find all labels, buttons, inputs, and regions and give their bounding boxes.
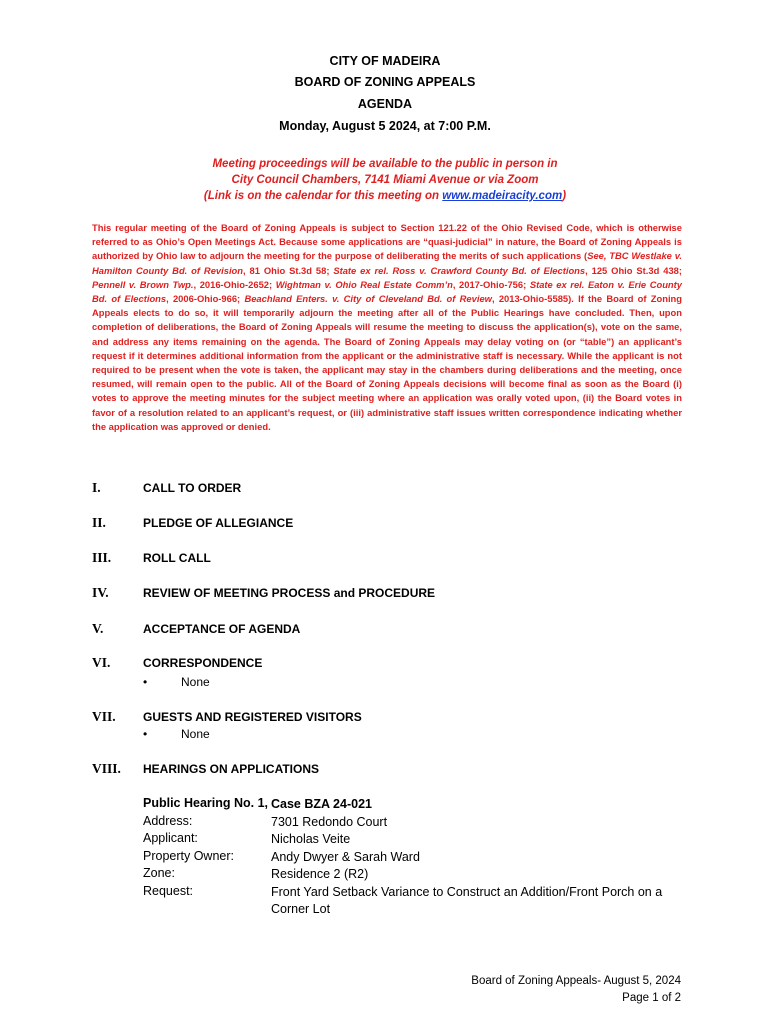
case-citation: Beachland Enters. v. City of Cleveland Bd. of Review [244, 293, 492, 305]
item-title: ACCEPTANCE OF AGENDA [143, 622, 301, 636]
zone-label: Zone: [143, 866, 175, 880]
notice-prefix: (Link is on the calendar for this meeting on [203, 190, 443, 202]
footer-meeting: Board of Zoning Appeals- August 5, 2024 [471, 975, 681, 987]
item-title: CALL TO ORDER [143, 481, 242, 495]
agenda-item-review-process [92, 585, 692, 603]
item-number: VII. [92, 709, 116, 724]
notice-line-3 [0, 190, 770, 202]
item-title: CORRESPONDENCE [143, 656, 263, 670]
agenda-item-acceptance [92, 621, 692, 639]
applicant-label: Applicant: [143, 831, 198, 845]
statement-text: , 2017-Ohio-756; [452, 278, 530, 290]
item-number: IV. [92, 585, 109, 600]
item-title: ROLL CALL [143, 551, 211, 565]
item-number: V. [92, 621, 104, 636]
item-title: GUESTS AND REGISTERED VISITORS [143, 710, 362, 724]
agenda-item-correspondence [92, 655, 692, 673]
statement-text: , 81 Ohio St.3d 58; [243, 264, 334, 276]
page-number: Page 1 of 2 [622, 992, 681, 1004]
case-citation: State ex rel. Eaton v. Erie County Bd. of Elections [92, 278, 682, 305]
request-value: Front Yard Setback Variance to Construct an Addition/Front Porch on a Corner Lot [271, 884, 663, 916]
address-label: Address: [143, 813, 193, 828]
notice-line-2: City Council Chambers, 7141 Miami Avenue or via Zoom [231, 174, 539, 186]
case-number: Case BZA 24-021 [271, 797, 372, 811]
sub-item-text: None [181, 675, 210, 689]
agenda-item-guests [92, 709, 692, 727]
open-meetings-statement [92, 221, 682, 434]
statement-text: , 2006-Ohio-966; [166, 293, 245, 305]
case-citation: Wightman v. Ohio Real Estate Comm’n [275, 278, 453, 290]
guests-sub-item [143, 727, 210, 741]
board-title: BOARD OF ZONING APPEALS [294, 75, 476, 89]
applicant-value: Nicholas Veite [271, 832, 351, 846]
statement-text: This regular meeting of the Board of Zoning Appeals is subject to Section 121.22 of the Ohio Revised Code, which is otherwise referred to as Ohio’s Open Meetings Act. Because some applications are “quasi-judicial” in nature, the Board of Zoning Appeals is authorized by Ohio law to adjourn the meeting for the purpose of deliberating the merits of such applications ( [92, 222, 682, 262]
item-title: HEARINGS ON APPLICATIONS [143, 762, 320, 776]
item-number: III. [92, 550, 112, 565]
agenda-title: AGENDA [357, 97, 413, 111]
address-value: 7301 Redondo Court [271, 814, 388, 829]
item-number: VI. [92, 655, 111, 670]
public-hearing-block [143, 796, 703, 926]
agenda-item-roll-call [92, 550, 692, 568]
hearing-title: Public Hearing No. 1, [143, 796, 269, 810]
correspondence-sub-item [143, 675, 210, 689]
bullet-icon: • [143, 675, 148, 689]
sub-item-text: None [181, 727, 210, 741]
case-citation: See, TBC Westlake v. Hamilton County Bd. of Revision [92, 250, 682, 276]
item-title: REVIEW OF MEETING PROCESS and PROCEDURE [143, 586, 436, 600]
case-citation: Pennell v. Brown Twp. [92, 278, 194, 290]
website-link[interactable]: www.madeiracity.com [442, 190, 563, 202]
statement-text: , 2016-Ohio-2652; [193, 278, 276, 290]
meeting-date: Monday, August 5 2024, at 7:00 P.M. [279, 119, 491, 133]
zone-value: Residence 2 (R2) [271, 867, 369, 881]
item-number: VIII. [92, 761, 121, 776]
agenda-item-call-to-order [92, 480, 692, 498]
item-number: I. [92, 480, 101, 495]
city-title: CITY OF MADEIRA [329, 54, 441, 68]
bullet-icon: • [143, 727, 148, 741]
agenda-item-pledge [92, 515, 692, 533]
page-footer [471, 973, 681, 1007]
case-citation: State ex rel. Ross v. Crawford County Bd. of Elections [333, 264, 586, 276]
notice-suffix: ) [562, 190, 567, 202]
agenda-item-hearings [92, 761, 692, 779]
item-number: II. [92, 515, 106, 530]
owner-label: Property Owner: [143, 848, 235, 863]
statement-text: , 2013-Ohio-5585). If the Board of Zoning Appeals elects to do so, it will temporarily adjourn the meeting after all of the Public Hearings have concluded. Then, upon completion of deliberations, the Board of Zoning Appeals will resume the meeting to discuss the application(s), vote on the same, and address any items remaining on the agenda. The Board of Zoning Appeals may delay voting on (or “table”) an applicant’s request if it determines additional information from the applicant or the administrative staff is necessary. While the applicant is not required to be present when the vote is taken, the applicant may stay in the chambers during deliberations and the meeting, once resumed, will remain open to the public. All of the Board of Zoning Appeals decisions will become final as soon as the Board (i) votes to approve the meeting minutes for the subject meeting where an application was orally voted upon, (ii) the Board votes in favor of a resolution related to an applicant’s request, or (iii) administrative staff issues written correspondence indicating whether the application was approved or denied. [92, 293, 683, 432]
statement-text: , 125 Ohio St.3d 438; [585, 264, 682, 276]
owner-value: Andy Dwyer & Sarah Ward [271, 849, 420, 864]
notice-line-1: Meeting proceedings will be available to the public in person in [212, 158, 558, 170]
item-title: PLEDGE OF ALLEGIANCE [143, 516, 294, 530]
request-label: Request: [143, 883, 194, 898]
